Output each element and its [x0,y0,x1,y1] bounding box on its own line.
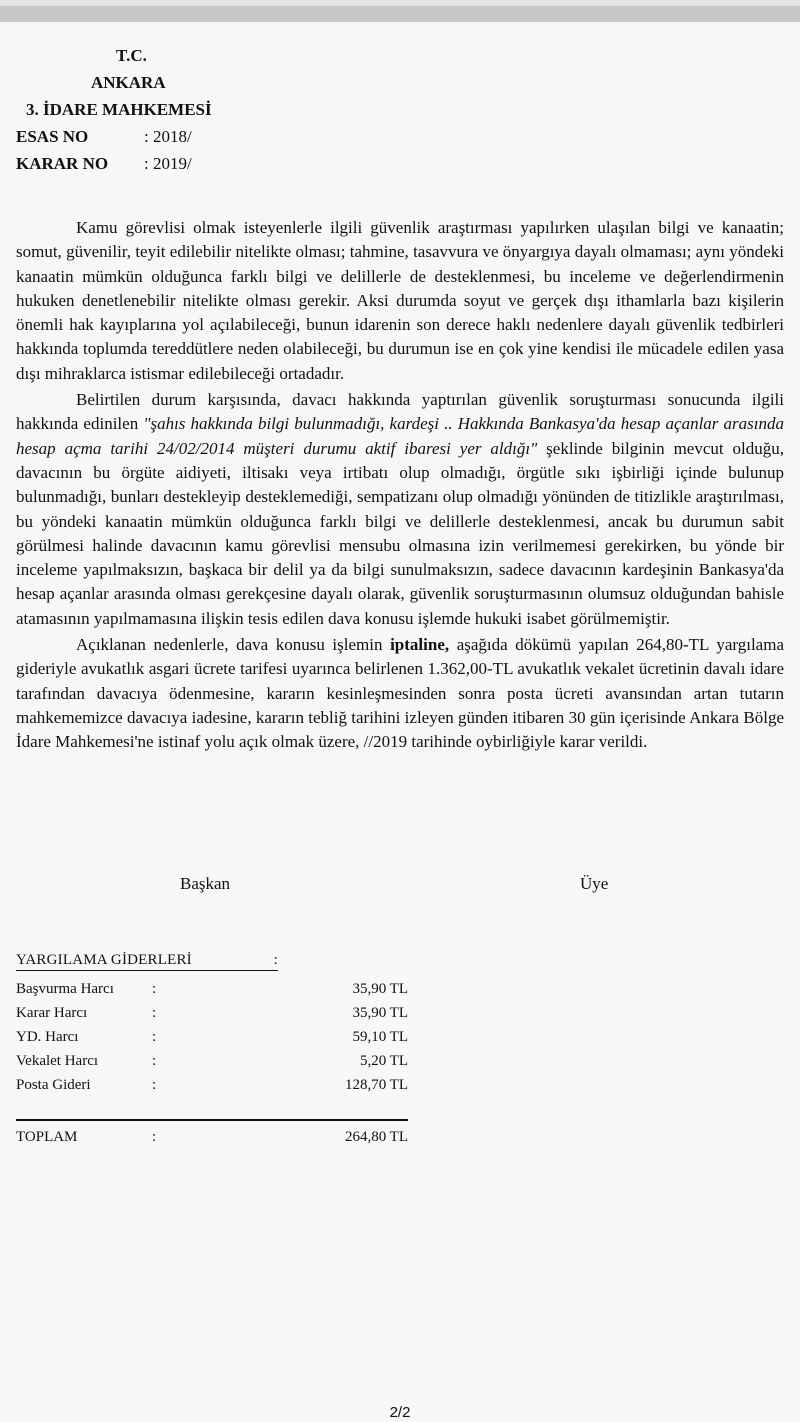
cost-separator: : [152,981,157,997]
cost-row [16,1001,416,1025]
cost-row [16,977,416,1001]
cost-row [16,1049,416,1073]
cost-label: Karar Harcı [16,1005,88,1021]
costs-title-colon: : [273,952,278,968]
costs-title-text: YARGILAMA GİDERLERİ [16,952,192,968]
karar-no-label: KARAR NO [16,154,109,173]
cost-row [16,1025,416,1049]
document-header [16,42,212,177]
cost-label: Vekalet Harcı [16,1053,99,1069]
cost-total-amount: 264,80 TL [344,1129,408,1145]
paragraph-3 [16,633,784,754]
cost-amount: 35,90 TL [352,981,408,997]
header-court: 3. İDARE MAHKEMESİ [26,100,212,119]
cost-amount: 59,10 TL [352,1029,408,1045]
costs-table [16,950,416,1149]
esas-no-line [16,123,212,150]
karar-no-line [16,150,212,177]
cost-amount: 128,70 TL [344,1077,408,1093]
cost-total-separator: : [152,1129,157,1145]
cost-label: Posta Gideri [16,1077,91,1093]
paragraph-2-part-b: şeklinde bilginin mevcut olduğu, davacının bu örgüte aidiyeti, iltisakı veya irtibatı olup olmadığı, örgütle sıkı işbirliği içinde bulunup bulunmadığı, bunları destekleyip desteklemediği, sempatizanı olup olmadığı yönünden de titizlikle araştırılması, bu yöndeki kanaatin mümkün olduğunca farklı bilgi ve delillerle desteklenmesi, ancak bu durumun sabit görülmesi halinde davacının kamu görevlisi mensubu olmasına izin verilmemesi gerekirken, bu yönde bir inceleme yapılmaksızın, başkaca bir delil ya da bilgi sunulmaksızın, sadece davacının kardeşinin Bankasya'da hesap açanlar arasında olması gerekçesine dayalı olarak, güvenlik soruşturmasının olumsuz olduğundan bahisle atamasının yapılmamasına ilişkin tesis edilen dava konusu işlemde hukuki isabet görülmemiştir. [16,438,784,628]
cost-separator: : [152,1053,157,1069]
paragraph-2-part-a: Belirtilen durum karşısında, davacı hakkında yaptırılan güvenlik soruşturması sonucunda ilgili hakkında edinilen [16,390,784,434]
header-city: ANKARA [91,73,166,92]
paragraph-3-part-b: aşağıda dökümü yapılan 264,80-TL yargılama gideriyle avukatlık asgari ücrete tarifesi uyarınca belirlenen 1.362,00-TL avukatlık vekalet ücretinin davalı idare tarafından davacıya ödenmesine, kararın kesinleşmesinden sonra posta ücreti avansından artan tutarın mahkememizce davacıya iadesine, kararın tebliğ tarihini izleyen günden itibaren 30 gün içerisinde Ankara Bölge İdare Mahkemesi'ne istinaf yolu açık olmak üzere, //2019 tarihinde oybirliğiyle karar verildi. [16,635,784,752]
cost-label: YD. Harcı [16,1029,79,1045]
top-strip [0,0,800,6]
cost-row [16,1073,416,1097]
paragraph-2-quote: "şahıs hakkında bilgi bulunmadığı, kardeşi .. Hakkında Bankasya'da hesap açanlar arasında hesap açma tarihi 24/02/2014 müşteri durumu aktif ibaresi yer aldığı" [16,414,784,458]
cost-separator: : [152,1029,157,1045]
document-body [16,216,784,755]
paragraph-1: Kamu görevlisi olmak isteyenlerle ilgili güvenlik araştırması yapılırken ulaşılan bilgi ve kanaatin; somut, güvenilir, teyit edilebilir nitelikte olması; tahmine, tasavvura ve önyargıya dayalı olmaması; aynı yöndeki kanaatin mümkün olduğunca farklı bilgi ve delillerle de desteklenmesi, bu inceleme ve değerlendirmenin hukuken denetlenebilir nitelikte olması gerekir. Aksi durumda soyut ve gerçek dışı ithamlarla bazı kişilerin önemli hak kayıplarına yol açılabileceği, bunun idarenin son derece haklı nedenlere dayalı güvenlik tedbirleri hakkında toplumda tereddütlere neden olabileceği, bu durumun ise en çok yine kendisi ile mücadele edilen yasa dışı mihraklarca istismar edilebileceği ortadadır. [16,218,784,383]
esas-no-label: ESAS NO [16,127,89,146]
cost-amount: 5,20 TL [359,1053,408,1069]
cost-amount: 35,90 TL [352,1005,408,1021]
paragraph-2 [16,388,784,631]
karar-no-value: : 2019/ [144,154,192,173]
costs-rows [16,977,416,1097]
signature-uye: Üye [580,874,609,893]
cost-separator: : [152,1077,157,1093]
signature-baskan: Başkan [180,874,231,893]
top-bar [0,0,800,22]
paragraph-3-part-a: Açıklanan nedenlerle, dava konusu işlemin [76,635,391,655]
paragraph-3-bold: iptaline, [390,635,450,655]
costs-total-rule [16,1119,408,1121]
cost-total-row [16,1125,416,1149]
esas-no-value: : 2018/ [144,127,192,146]
header-tc: T.C. [116,46,147,65]
cost-separator: : [152,1005,157,1021]
cost-label: Başvurma Harcı [16,981,114,997]
cost-total-label: TOPLAM [16,1129,78,1145]
costs-title [16,950,278,971]
page-number: 2/2 [389,1404,411,1421]
